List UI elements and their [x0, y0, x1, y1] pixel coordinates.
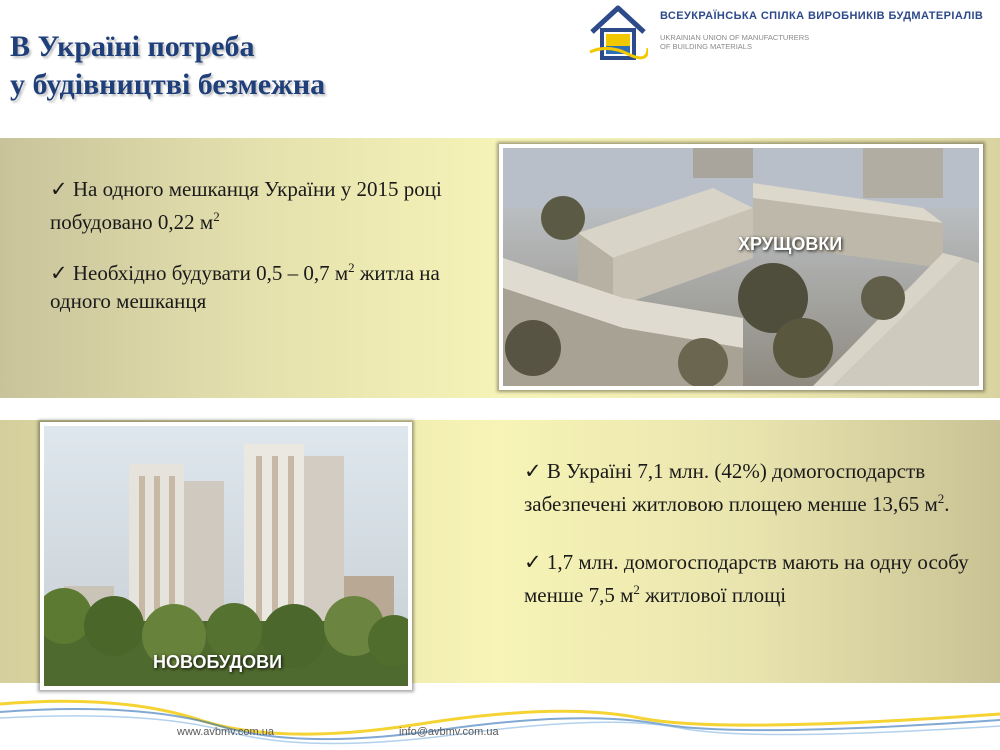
house-logo-icon	[588, 2, 648, 64]
bullet-text: 1,7 млн. домогосподарств мають на одну особу менше 7,5 м	[524, 550, 969, 607]
new-buildings-label: НОВОБУДОВИ	[153, 652, 283, 672]
footer-website-link[interactable]: www.avbmv.com.ua	[177, 726, 274, 738]
org-name-ua: ВСЕУКРАЇНСЬКА СПІЛКА ВИРОБНИКІВ БУДМАТЕРІАЛІВ	[660, 10, 984, 22]
section1-bullets	[50, 175, 450, 315]
title-line-1: В Україні потреба	[10, 30, 255, 63]
bullet-item	[50, 254, 450, 315]
bullet-sup: 2	[348, 260, 355, 275]
org-name-en: UKRAINIAN UNION OF MANUFACTURERS OF BUILDING MATERIALS	[660, 33, 810, 51]
footer-wave-decoration	[0, 684, 1000, 750]
bullet-text: В Україні 7,1 млн. (42%) домогосподарств забезпечені житловою площею менше 13,65 м	[524, 459, 938, 516]
check-icon: ✓	[50, 261, 68, 285]
title-line-2: у будівництві безмежна	[10, 68, 326, 101]
bullet-item	[524, 457, 974, 518]
bullet-item	[50, 175, 450, 236]
bullet-item	[524, 548, 974, 609]
khrushchevka-photo	[499, 144, 983, 390]
bullet-sup: 2	[937, 491, 945, 506]
footer-email-link[interactable]: info@avbmv.com.ua	[399, 726, 499, 738]
check-icon: ✓	[50, 177, 68, 201]
check-icon: ✓	[524, 550, 542, 574]
bullet-text: Необхідно будувати 0,5 – 0,7 м	[72, 261, 349, 285]
bullet-after: житла на одного мешканця	[50, 261, 440, 313]
bullet-after: житлової площі	[639, 583, 787, 607]
section2-bullets	[524, 457, 974, 609]
bullet-sup: 2	[213, 209, 220, 224]
org-name	[660, 10, 983, 51]
bullet-after: .	[944, 492, 950, 516]
new-buildings-photo	[40, 422, 412, 690]
bullet-text: На одного мешканця України у 2015 році побудовано 0,22 м	[50, 177, 442, 234]
bullet-sup: 2	[633, 582, 640, 597]
page-title	[10, 28, 325, 104]
check-icon: ✓	[524, 459, 542, 483]
khrushchevka-label: ХРУЩОВКИ	[738, 234, 843, 254]
